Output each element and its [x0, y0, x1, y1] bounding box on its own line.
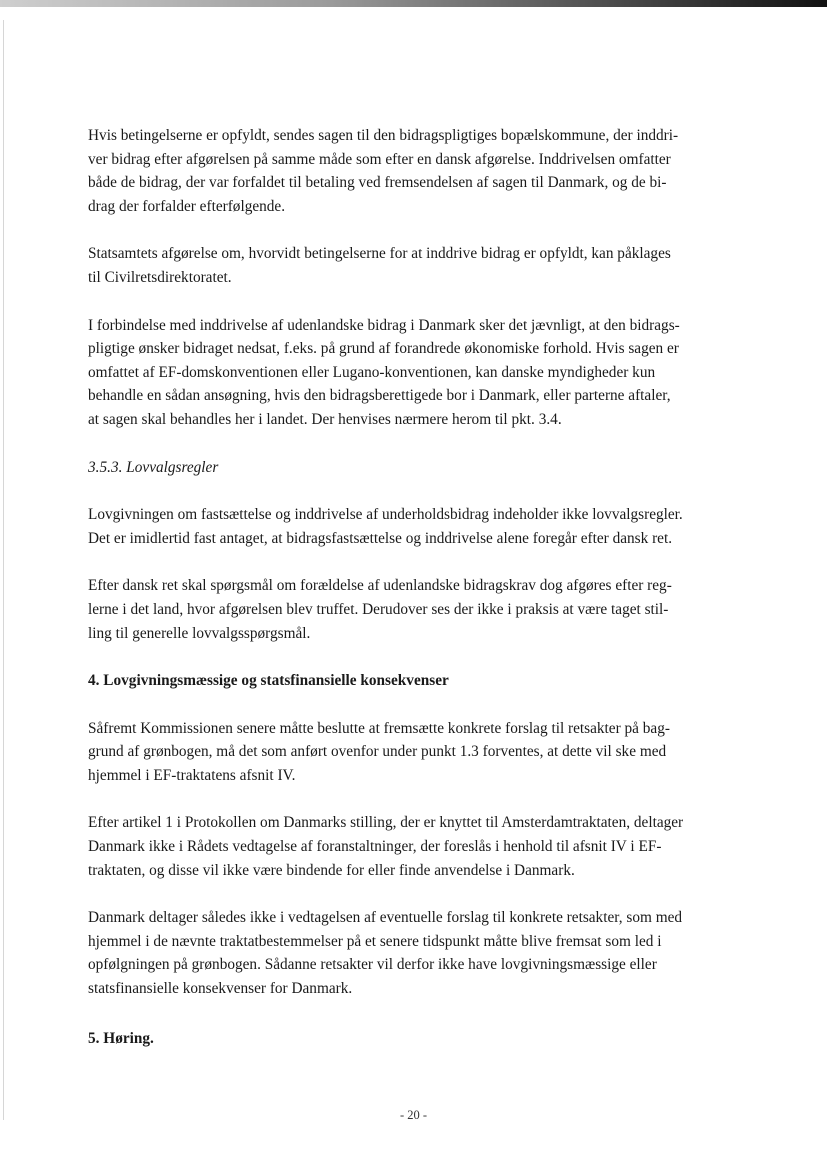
text-line: ling til generelle lovvalgsspørgsmål.	[88, 624, 311, 642]
document-body	[88, 124, 750, 1050]
text-line: traktaten, og disse vil ikke være bindende for eller finde anvendelse i Danmark.	[88, 861, 575, 879]
text-line: statsfinansielle konsekvenser for Danmark.	[88, 980, 353, 998]
paragraph-nedsaettelse	[88, 314, 750, 432]
scan-top-edge	[0, 0, 827, 7]
text-line: lerne i det land, hvor afgørelsen blev truffet. Derudover ses der ikke i praksis at være taget stil-	[88, 600, 669, 618]
scan-left-edge	[3, 20, 4, 1120]
text-line: Såfremt Kommissionen senere måtte beslutte at fremsætte konkrete forslag til retsakter på bag-	[88, 719, 670, 737]
page-number: - 20 -	[399, 1108, 428, 1122]
text-line: Hvis betingelserne er opfyldt, sendes sagen til den bidragspligtiges bopælskommune, der inddri-	[88, 127, 679, 144]
text-line: grund af grønbogen, må det som anført ovenfor under punkt 1.3 forventes, at dette vil ske med	[88, 743, 667, 761]
text-line: Efter dansk ret skal spørgsmål om forældelse af udenlandske bidragskrav dog afgøres efter reg-	[88, 577, 672, 595]
paragraph-lovvalg	[88, 503, 750, 550]
text-line: hjemmel i de nævnte traktatbestemmelser på et senere tidspunkt måtte blive fremsat som led i	[88, 932, 662, 950]
text-line: Efter artikel 1 i Protokollen om Danmarks stilling, der er knyttet til Amsterdamtraktaten, deltager	[88, 814, 684, 832]
paragraph-protokol	[88, 811, 750, 882]
text-line: pligtige ønsker bidraget nedsat, f.eks. på grund af forandrede økonomiske forhold. Hvis sagen er	[88, 340, 679, 358]
paragraph-foraeldelse	[88, 574, 750, 645]
text-line: I forbindelse med inddrivelse af udenlandske bidrag i Danmark sker det jævnligt, at den bidrags-	[88, 316, 680, 334]
text-line: Danmark ikke i Rådets vedtagelse af foranstaltninger, der foreslås i henhold til afsnit IV i EF-	[88, 838, 662, 856]
paragraph-inddrivelse	[88, 124, 750, 218]
section-5-heading: 5. Høring.	[88, 1029, 154, 1047]
paragraph-konsekvenser	[88, 906, 750, 1000]
text-line: hjemmel i EF-traktatens afsnit IV.	[88, 766, 296, 784]
text-line: ver bidrag efter afgørelsen på samme måde som efter en dansk afgørelse. Inddrivelsen omfatter	[88, 150, 671, 168]
text-line: at sagen skal behandles her i landet. Der henvises nærmere herom til pkt. 3.4.	[88, 410, 562, 428]
text-line: til Civilretsdirektoratet.	[88, 268, 232, 286]
text-line: drag der forfalder efterfølgende.	[88, 197, 286, 215]
paragraph-paaklage	[88, 242, 750, 289]
text-line: både de bidrag, der var forfaldet til betaling ved fremsendelsen af sagen til Danmark, og de bi-	[88, 174, 667, 192]
paragraph-kommissionen	[88, 717, 750, 788]
text-line: Danmark deltager således ikke i vedtagelsen af eventuelle forslag til konkrete retsakter, som med	[88, 909, 683, 927]
text-line: behandle en sådan ansøgning, hvis den bidragsberettigede bor i Danmark, eller parterne aftaler,	[88, 387, 671, 405]
text-line: Lovgivningen om fastsættelse og inddrivelse af underholdsbidrag indeholder ikke lovvalgsregler.	[88, 506, 683, 524]
text-line: Statsamtets afgørelse om, hvorvidt betingelserne for at inddrive bidrag er opfyldt, kan påklages	[88, 245, 671, 263]
subsection-heading: 3.5.3. Lovvalgsregler	[88, 458, 219, 476]
text-line: omfattet af EF-domskonventionen eller Lugano-konventionen, kan danske myndigheder kun	[88, 363, 656, 381]
section-4-heading: 4. Lovgivningsmæssige og statsfinansielle konsekvenser	[88, 672, 449, 690]
text-line: Det er imidlertid fast antaget, at bidragsfastsættelse og inddrivelse alene foregår efter dansk ret.	[88, 529, 673, 547]
text-line: opfølgningen på grønbogen. Sådanne retsakter vil derfor ikke have lovgivningsmæssige eller	[88, 956, 657, 974]
